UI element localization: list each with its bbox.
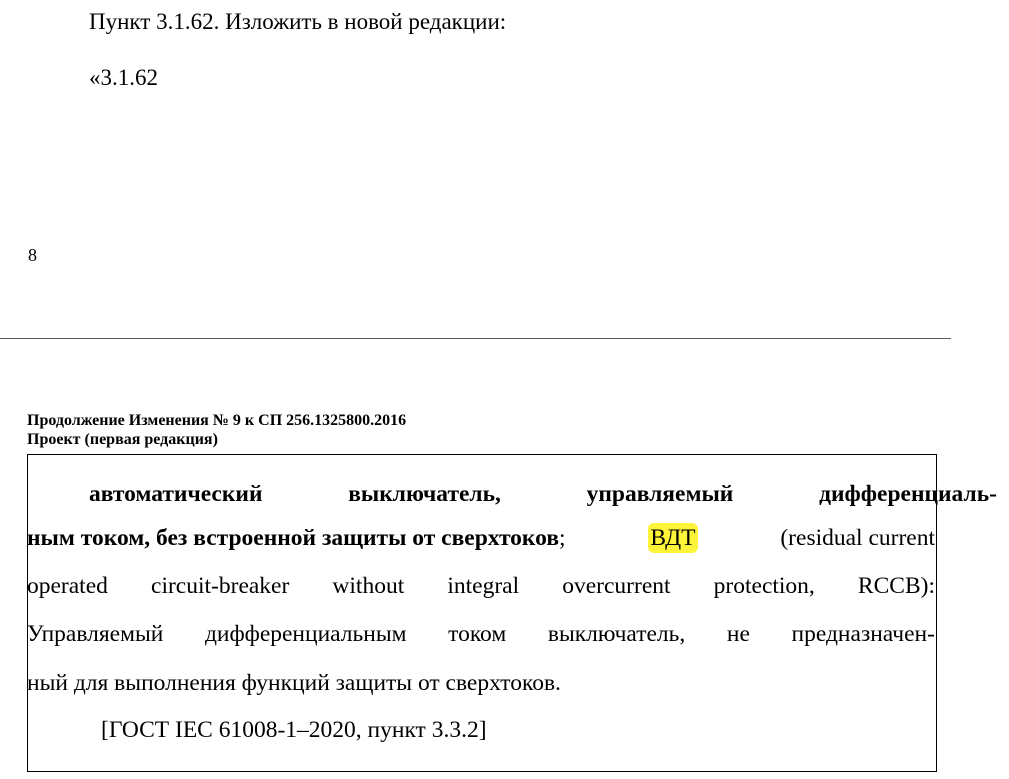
- word: током: [448, 621, 507, 647]
- page-number: 8: [28, 245, 37, 265]
- page-break-divider: [0, 338, 951, 339]
- amendment-instruction: Пункт 3.1.62. Изложить в новой редакции:: [89, 9, 507, 34]
- definition-line-5: ный для выполнения функций защиты от сверхтоков.: [27, 670, 561, 696]
- word: Управляемый: [27, 621, 164, 647]
- word: protection,: [713, 573, 815, 599]
- word: выключатель,: [547, 621, 686, 647]
- running-header-subtitle: Проект (первая редакция): [27, 431, 218, 448]
- term-separator: ;: [559, 525, 566, 551]
- abbreviation-highlight: ВДТ: [650, 525, 696, 551]
- word: overcurrent: [562, 573, 671, 599]
- english-equivalent-start: (residual current: [780, 525, 935, 551]
- term-word: дифференциаль-: [819, 481, 997, 507]
- term-word: выключатель,: [348, 481, 501, 507]
- word: предназначен-: [791, 621, 935, 647]
- clause-number: «3.1.62: [89, 65, 158, 90]
- definition-line-4: [27, 619, 935, 649]
- word: without: [332, 573, 405, 599]
- word: RCCB):: [857, 573, 935, 599]
- term-text: ным током, без встроенной защиты от сверхтоков: [27, 525, 560, 551]
- word: operated: [27, 573, 108, 599]
- word: дифференциальным: [204, 621, 407, 647]
- definition-term-line-1: [27, 479, 997, 509]
- definition-term-line-2: [27, 523, 935, 553]
- word: integral: [447, 573, 520, 599]
- word: не: [726, 621, 750, 647]
- word: circuit-breaker: [151, 573, 290, 599]
- term-continuation: [27, 523, 566, 553]
- definition-line-3: [27, 571, 935, 601]
- running-header-title: Продолжение Изменения № 9 к СП 256.1325800.2016: [27, 412, 407, 429]
- term-word: управляемый: [586, 481, 734, 507]
- term-word: автоматический: [89, 481, 263, 507]
- definition-source-reference: [ГОСТ IEC 61008-1–2020, пункт 3.3.2]: [101, 717, 487, 743]
